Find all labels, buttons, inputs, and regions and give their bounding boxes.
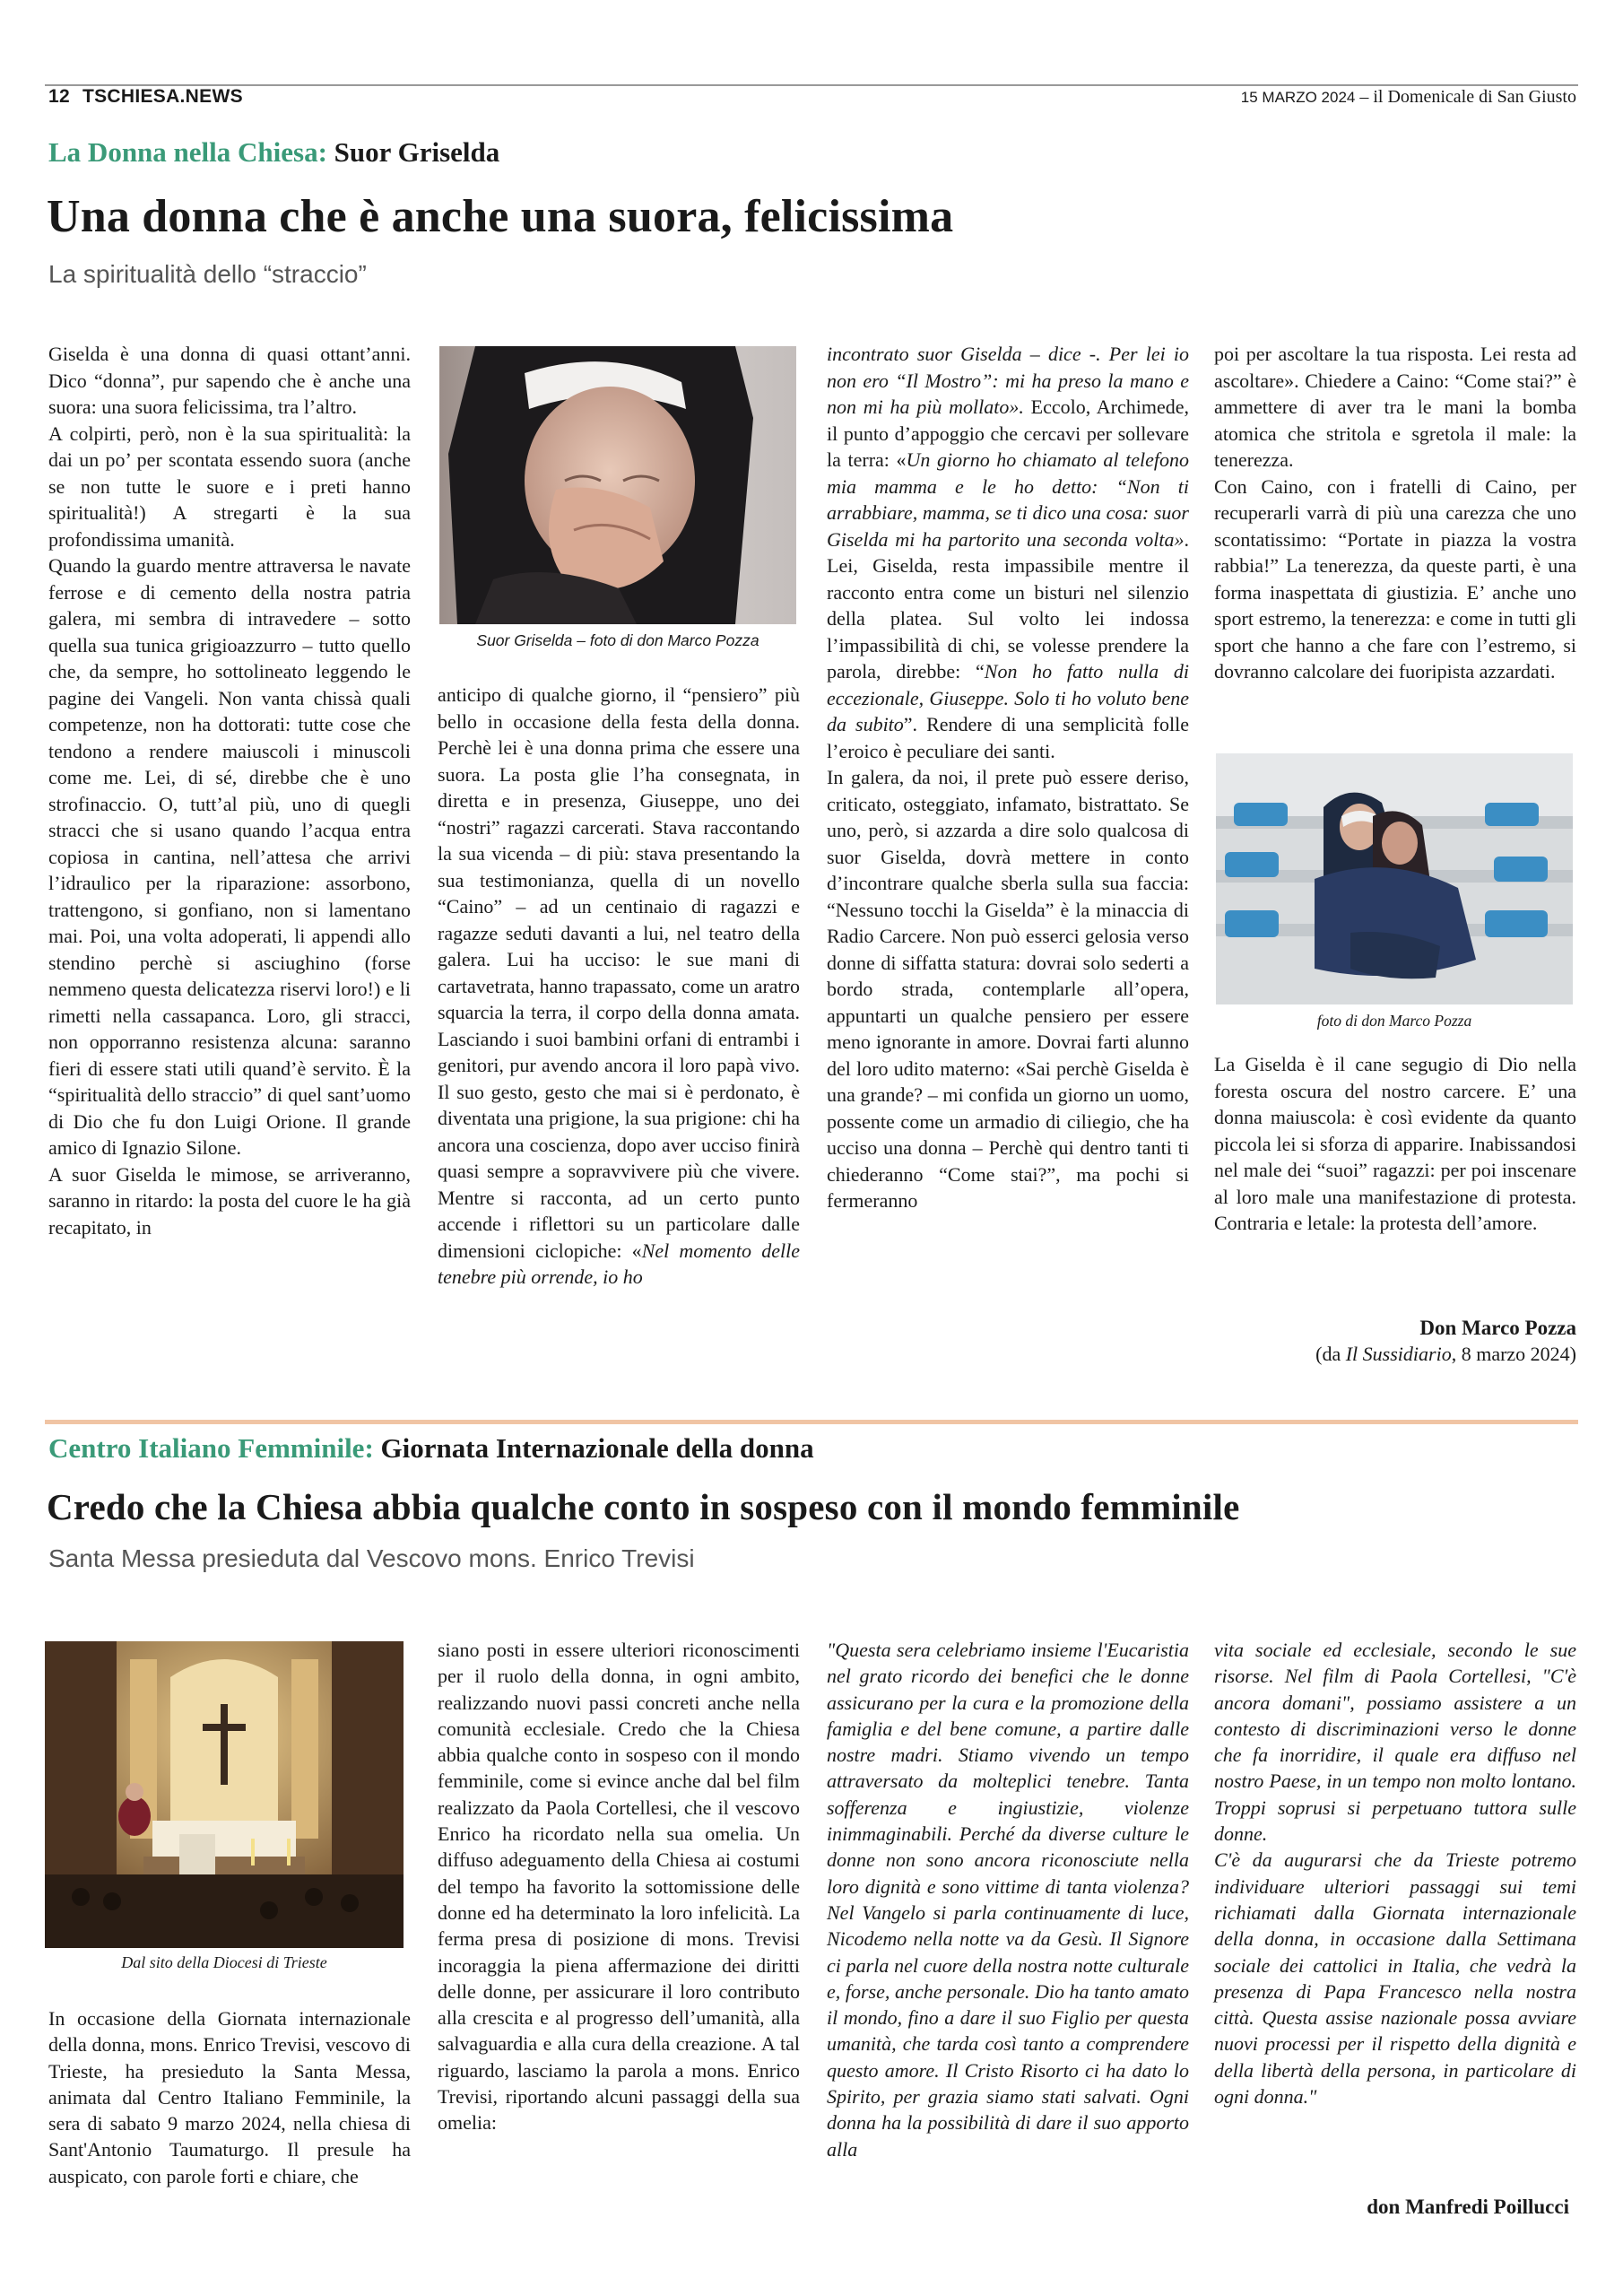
paragraph: Giselda è una donna di quasi ottant’anni. Dico “donna”, pur sapendo che è anche una suora: una suora felicissima, tra l’altro. (48, 343, 411, 418)
text-run: anticipo di qualche giorno, il “pensiero” più bello in occasione della festa della donna. Perchè lei è una donna prima che essere una suora. La posta glie l’ha consegnata, in diretta e in presenza, Giuseppe, uno dei “nostri” ragazzi carcerati. Stava raccontando la sua vicenda – di più: stava presentando la sua testimonianza, quella di un novello “Caino” – ad un centinaio di ragazzi e ragazze seduti davanti a lui, nel teatro della galera. Lui ha ucciso: le sue mani di cartavetrata, hanno trapassato, come un aratro squarcia la terra, il corpo della donna amata. Lasciando i suoi bambini orfani di entrambi i genitori, pur avendo ancora il loro papà vivo. Il suo gesto, gesto che mai si è perdonato, è diventata una prigione, la sua prigione: chi ha ancora una coscienza, dopo aver ucciso finirà quasi sempre a sopravvivere più che vivere. Mentre si racconta, ad un certo punto accende i riflettori su un particolare dalle dimensioni ciclopiche: « (438, 683, 800, 1262)
kicker-topic: Suor Griselda (326, 136, 500, 168)
paragraph: A colpirti, però, non è la sua spiritualità: la dai un po’ per scontata essendo suora (anche se non tutte le suore e i preti hanno spiritualità!) A stregarti è la sua profondissima umanità. (48, 422, 411, 551)
photo-suor-griselda (439, 346, 796, 624)
photo-caption: Dal sito della Diocesi di Trieste (121, 1953, 327, 1971)
photo-theatre-hug (1216, 753, 1573, 1004)
source-title: Il Sussidiario (1345, 1343, 1452, 1365)
article-column-2 (438, 1637, 800, 2136)
photo-caption: foto di don Marco Pozza (1316, 1012, 1472, 1030)
photo-mass-church (45, 1641, 404, 1948)
article-column-1 (48, 341, 411, 1240)
paragraph (827, 341, 1189, 764)
kicker-label: Centro Italiano Femminile: (48, 1432, 374, 1464)
article-column-4 (1214, 1637, 1576, 2109)
italic-quote: Nel momento delle tenebre più orrende, io ho (438, 1239, 800, 1288)
paragraph: Con Caino, con i fratelli di Caino, per recuperarli varrà di più una carezza che uno scontatissimo: “Portate in piazza la vostra rabbia!” La tenerezza, da queste parti, è una forma inaspettata di giustizia. E’ anche uno sport estremo, la tenerezza: e come in tutti gli sport che hanno a che fare con l’estremo, si dovranno calcolare dei fuoripista azzardati. (1214, 474, 1576, 683)
article-column-3 (827, 341, 1189, 1214)
paragraph: poi per ascoltare la tua risposta. Lei resta ad ascoltare». Chiedere a Caino: “Come stai?” è ammettere di aver tra le mani la bomba atomica che stritola e sgretola il male: la tenerezza. (1214, 343, 1576, 471)
homily-quote: C'è da augurarsi che da Trieste potremo individuare ulteriori passaggi sui temi richiamati dalla Giornata internazionale della donna, in occasione dalla Settimana sociale dei cattolici in Italia, che vedrà la presenza di Papa Francesco nella nostra città. Questa assise nazionale possa avviare nuovi processi per il rispetto della dignità e della libertà della persona, in particolare di ogni donna." (1214, 1848, 1576, 2109)
text-run: ”. Rendere di una semplicità folle l’eroico è peculiare dei santi. (827, 713, 1189, 762)
homily-quote: vita sociale ed ecclesiale, secondo le sue risorse. Nel film di Paola Cortellesi, "C'è ancora domani", possiamo assistere a un contesto di discriminazioni verso le donne che fa inorridire, il quale era diffuso nel nostro Paese, in un tempo non molto lontano. Troppi soprusi si perpetuano tuttora sulle donne. (1214, 1639, 1576, 1846)
article-column-3 (827, 1637, 1189, 2162)
paragraph: Quando la guardo mentre attraversa le navate ferrose e di cemento della nostra patria galera, mi sembra di intravedere – sotto quella sua tunica grigioazzurro – tutto quello che, da sempre, ho sottolineato leggendo le pagine dei Vangeli. Non vanta chissà quali competenze, non ha dottorati: tutte cose che tendono a rendere maiuscoli i minuscoli come me. Lei, di sé, direbbe che è uno strofinaccio. O, tutt’al più, uno di quegli stracci che si usano quando l’acqua entra copiosa in cantina, nell’attesa che arrivi l’idraulico per la riparazione: assorbono, trattengono, si gonfiano, non si lamentano mai. Poi, una volta adoperati, li appendi allo stendino perchè si asciughino (forse nemmeno questa delicatezza riservi loro!) e li rimetti nella cassapanca. Loro, gli stracci, non opporranno resistenza alcuna: saranno fieri di essere stati utili quand’è servito. È la “spiritualità dello straccio” di quel sant’uomo di Dio che fu don Luigi Orione. Il grande amico di Ignazio Silone. (48, 554, 411, 1159)
author-signature (1419, 1317, 1576, 1340)
text-run: . Lei, Giselda, resta impassibile mentre il racconto entra come un bisturi nel silenzio della platea. Sul volto lei indossa l’impassibilità di chi, se volesse prendere la parola, direbbe: “ (827, 527, 1189, 683)
author-name: don Manfredi Poillucci (1367, 2196, 1569, 2218)
article-column-4-bottom (1214, 1051, 1576, 1237)
article-subhead: Santa Messa presieduta dal Vescovo mons. Enrico Trevisi (48, 1544, 695, 1572)
source-prefix: (da (1315, 1343, 1346, 1365)
kicker-label: La Donna nella Chiesa: (48, 136, 327, 168)
church-mass-image (45, 1641, 404, 1948)
photo-caption: Suor Griselda – foto di don Marco Pozza (476, 631, 759, 649)
article-kicker (48, 1432, 814, 1465)
homily-quote: "Questa sera celebriamo insieme l'Eucaristia nel grato ricordo dei benefici che le donne assicurano per la cura e la promozione della famiglia e del bene comune, a partire dalle nostre madri. Stiamo vivendo un tempo attraversato da molteplici tenebre. Tanta sofferenza e ingiustizie, violenze inimmaginabili. Perché da diverse culture le donne non sono ancora riconosciute nella loro dignità e sono vittime di tanta violenza? Nel Vangelo si parla continuamente di luce, Nicodemo nella notte va da Gesù. Il Signore ci parla nel cuore della nostra notte culturale e, forse, anche personale. Dio ha tanto amato il mondo, fino a dare il suo Figlio per questa umanità, che tarda così tanto a comprendere questo amore. Il Cristo Risorto ci ha dato lo Spirito, per grazia siamo stati salvati. Ogni donna ha la possibilità di dare il suo apporto alla (827, 1639, 1189, 2161)
paragraph (438, 682, 800, 1291)
paragraph: In galera, da noi, il prete può essere deriso, criticato, osteggiato, infamato, bistrattato. Se uno, però, si azzarda a dire solo qualcosa di suor Giselda, dovrà mettere in conto d’incontrare qualche sberla sulla sua faccia: “Nessuno tocchi la Giselda” è la minaccia di Radio Carcere. Non può esserci gelosia verso donne di siffatta statura: dovrai solo sederti a bordo strada, contemplarle all’opera, appuntarti un qualche pensiero per essere meno ignorante in amore. Dovrai farti alunno del loro udito materno: «Sai perchè Giselda è una grande? – mi confida un giorno un uomo, possente come un armadio di ciliegio, che ha ucciso una donna – Perchè qui dentro tanti ti chiederanno “Come stai?”, ma pochi si fermeranno (827, 766, 1189, 1212)
header-rule (45, 84, 1578, 86)
italic-quote: incontrato suor Giselda – dice -. Per lei io non ero “Il Mostro”: mi ha preso la mano e non mi ha più mollato». (827, 343, 1189, 418)
article-column-1 (48, 2005, 411, 2189)
article-headline: Credo che la Chiesa abbia qualche conto in sospeso con il mondo femminile (47, 1486, 1240, 1527)
site-name: TSCHIESA.NEWS (82, 86, 243, 107)
page-header-left (48, 86, 243, 108)
author-signature (1367, 2196, 1569, 2219)
source-date: , 8 marzo 2024) (1451, 1343, 1576, 1365)
article-headline: Una donna che è anche una suora, felicissima (47, 191, 954, 242)
text-run: Eccolo, Archimede, il punto d’appoggio che cercavi per sollevare la terra: « (827, 396, 1189, 471)
article-divider (45, 1420, 1578, 1424)
publication-name: – il Domenicale di San Giusto (1355, 87, 1576, 107)
italic-quote: Un giorno ho chiamato al telefono mia mamma e le ho detto: “Non ti arrabbiare, mamma, se ti dico una cosa: suor Giselda mi ha partorito una seconda volta» (827, 448, 1189, 551)
page-number: 12 (48, 86, 70, 107)
paragraph: siano posti in essere ulteriori riconoscimenti per il ruolo della donna, in ogni ambito, realizzando nuovi passi concreti anche nella comunità ecclesiale. Credo che la Chiesa abbia qualche conto in sospeso con il mondo femminile, come si evince anche dal bel film realizzato da Paola Cortellesi, che il vescovo Enrico ha ricordato nella sua omelia. Un diffuso adeguamento della Chiesa ai costumi del tempo ha favorito la sottomissione delle donne ed ha determinato la loro infelicità. La ferma presa di posizione di mons. Trevisi incoraggia la piena affermazione dei diritti delle donne, per assicurare il loro contributo alla crescita e al progresso dell’umanità, alla salvaguardia e alla cura della creazione. A tal riguardo, lasciamo la parola a mons. Enrico Trevisi, riportando alcuni passaggi della sua omelia: (438, 1639, 800, 2135)
paragraph: La Giselda è il cane segugio di Dio nella foresta oscura del nostro carcere. E’ una donna maiuscola: è così evidente da quanto piccola lei si sforza di apparire. Inabissandosi nel male dei “suoi” ragazzi: per poi inscenare al loro male una manifestazione di protesta. Contraria e letale: la protesta dell’amore. (1214, 1053, 1576, 1234)
issue-date: 15 MARZO 2024 (1240, 89, 1356, 106)
article-column-4 (1214, 341, 1576, 685)
kicker-topic: Giornata Internazionale della donna (373, 1432, 814, 1464)
nun-portrait-image (439, 346, 796, 624)
article-kicker (48, 136, 499, 169)
article-source (1315, 1343, 1576, 1366)
article-subhead: La spiritualità dello “straccio” (48, 260, 367, 288)
author-name: Don Marco Pozza (1419, 1317, 1576, 1339)
article-column-2 (438, 682, 800, 1291)
paragraph: In occasione della Giornata internazionale della donna, mons. Enrico Trevisi, vescovo di Trieste, ha presieduto la Santa Messa, animata dal Centro Italiano Femminile, la sera di sabato 9 marzo 2024, nella chiesa di Sant'Antonio Taumaturgo. Il presule ha auspicato, con parole forti e chiare, che (48, 2007, 411, 2187)
italic-quote: Non ho fatto nulla di eccezionale, Giuseppe. Solo ti ho voluto bene da subito (827, 660, 1189, 735)
theatre-embrace-image (1216, 753, 1573, 1004)
paragraph: A suor Giselda le mimose, se arriveranno, saranno in ritardo: la posta del cuore le ha già recapitato, in (48, 1162, 411, 1239)
page-header-right (1241, 87, 1576, 108)
